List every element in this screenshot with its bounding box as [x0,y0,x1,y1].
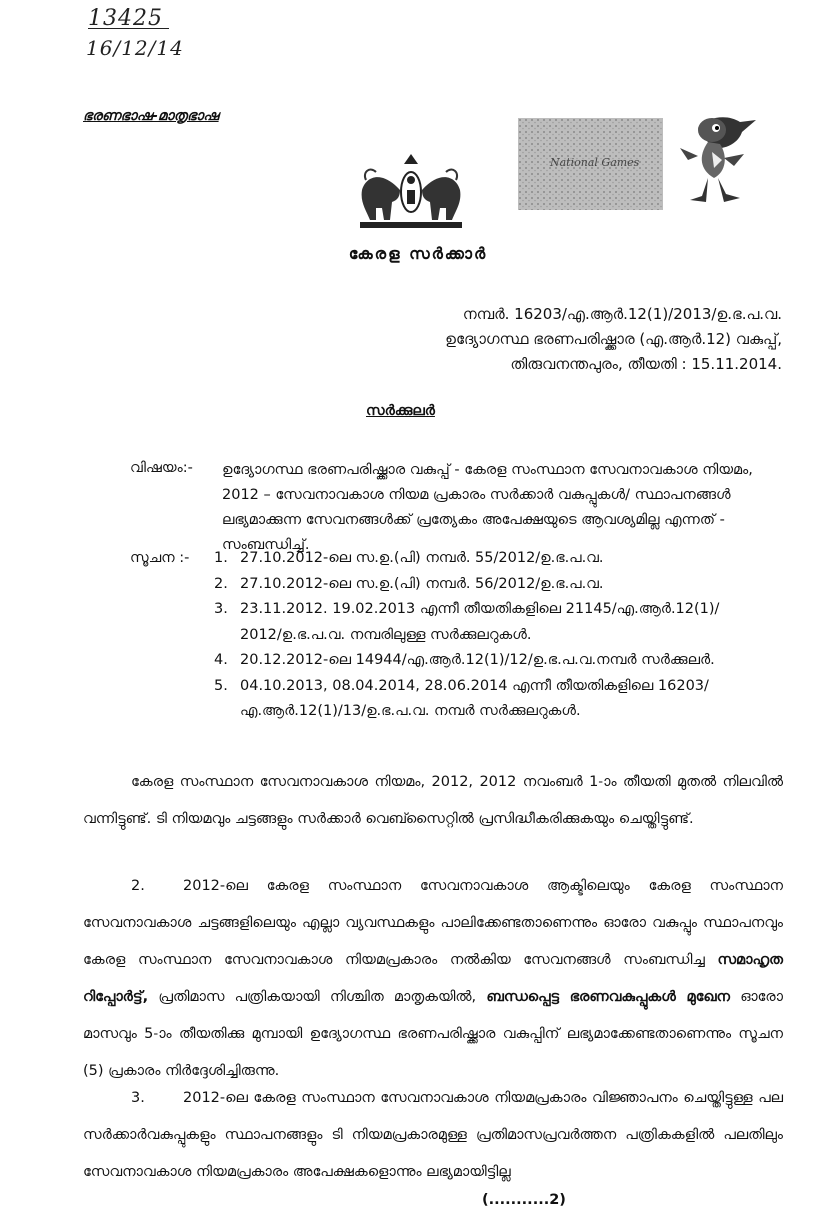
reference-item: 2. 27.10.2012-ലെ സ.ഉ.(പി) നമ്പർ. 56/2012/ഉ.ഭ.പ.വ. [214,575,604,592]
reference-item: 3. 23.11.2012. 19.02.2013 എന്നീ തീയതികളിലെ 21145/എ.ആർ.12(1)/ [214,601,720,617]
bold-phrase: ബന്ധപ്പെട്ട ഭരണവകുപ്പുകൾ മുഖേന [486,989,730,1005]
page-continuation: (...........2) [482,1192,566,1208]
order-number: നമ്പർ. 16203/എ.ആർ.12(1)/2013/ഉ.ഭ.പ.വ. [462,305,782,323]
reference-item: 1. 27.10.2012-ലെ സ.ഉ.(പി) നമ്പർ. 55/2012/ഉ.ഭ.പ.വ. [214,550,604,566]
paragraph-number: 3. [131,1090,145,1106]
paragraph-1: കേരള സംസ്ഥാന സേവനാവകാശ നിയമം, 2012, 2012 നവംബർ 1-ാം തീയതി മുതൽ നിലവിൽ വന്നിട്ടുണ്ട്. ടി നിയമവും ചട്ടങ്ങളും സർക്കാർ വെബ്സൈറ്റിൽ പ്രസിദ്ധീകരിക്കുകയും ചെയ്തിട്ടുണ്ട്. [83,774,783,827]
subject-text: ഉദ്യോഗസ്ഥ ഭരണപരിഷ്ക്കാര വകുപ്പ് - കേരള സംസ്ഥാന സേവനാവകാശ നിയമം, 2012 – സേവനാവകാശ നിയമ പ്രകാരം സർക്കാർ വകുപ്പുകൾ/ സ്ഥാപനങ്ങൾ ലഭ്യമാക്കുന്ന സേവനങ്ങൾക്ക് പ്രത്യേകം അപേക്ഷയുടെ ആവശ്യമില്ല എന്നത് - സംബന്ധിച്ച്. [222,462,753,553]
department-name: ഉദ്യോഗസ്ഥ ഭരണപരിഷ്ക്കാര (എ.ആർ.12) വകുപ്പ്, [445,330,782,348]
bold-phrase: സമാഹൃത റിപ്പോർട്ട്, [83,952,784,1005]
official-language-tagline: ഭരണഭാഷ-മാതൃഭാഷ [83,108,219,124]
reference-item: 4. 20.12.2012-ലെ 14944/എ.ആർ.12(1)/12/ഉ.ഭ.പ.വ.നമ്പർ സർക്കുലർ. [214,652,715,668]
reference-item-continued: എ.ആർ.12(1)/13/ഉ.ഭ.പ.വ. നമ്പർ സർക്കുലറുകൾ. [240,703,581,719]
references-list [214,546,784,725]
national-games-logo [518,118,663,210]
circular-heading: സർക്കുലർ [366,403,435,419]
hornbill-mascot-icon [668,108,760,208]
place-date: തിരുവനന്തപുരം, തീയതി : 15.11.2014. [510,355,782,373]
kerala-emblem-icon [352,150,470,236]
handwritten-number: 13425 [88,6,163,31]
logo-text: National Games [550,156,640,169]
paragraph-number: 2. [131,878,145,894]
government-title: കേരള സർക്കാർ [348,244,488,263]
reference-item: 5. 04.10.2013, 08.04.2014, 28.06.2014 എന്നീ തീയതികളിലെ 16203/ [214,677,709,694]
handwritten-date: 16/12/14 [86,36,184,60]
paragraph-3: 3. 2012-ലെ കേരള സംസ്ഥാന സേവനാവകാശ നിയമപ്രകാരം വിജ്ഞാപനം ചെയ്തിട്ടുള്ള പല സർക്കാർവകുപ്പുകളും സ്ഥാപനങ്ങളും ടി നിയമപ്രകാരമുള്ള പ്രതിമാസപ്രവർത്തന പത്രികകളിൽ പലതിലും സേവനാവകാശ നിയമപ്രകാരം അപേക്ഷകളൊന്നും ലഭ്യമായിട്ടില്ല [83,1080,783,1191]
reference-item-continued: 2012/ഉ.ഭ.പ.വ. നമ്പരിലുള്ള സർക്കുലറുകൾ. [240,626,532,643]
subject-label: വിഷയം:- [130,460,193,476]
reference-block [380,302,782,377]
paragraph-2: 2. 2012-ലെ കേരള സംസ്ഥാന സേവനാവകാശ ആക്ടിലെയും കേരള സംസ്ഥാന സേവനാവകാശ ചട്ടങ്ങളിലെയും എല്ലാ വ്യവസ്ഥകളും പാലിക്കേണ്ടതാണെന്നും ഓരോ വകുപ്പും സ്ഥാപനവും കേരള സംസ്ഥാന സേവനാവകാശ നിയമപ്രകാരം നൽകിയ സേവനങ്ങൾ സംബന്ധിച്ച സമാഹൃത റിപ്പോർട്ട്, പ്രതിമാസ പത്രികയായി നിശ്ചിത മാതൃകയിൽ, ബന്ധപ്പെട്ട ഭരണവകുപ്പുകൾ മുഖേന ഓരോ മാസവും 5-ാം തീയതിക്കു മുമ്പായി ഉദ്യോഗസ്ഥ ഭരണപരിഷ്ക്കാര വകുപ്പിന് ലഭ്യമാക്കേണ്ടതാണെന്നും സൂചന (5) പ്രകാരം നിർദ്ദേശിച്ചിരുന്നു. [83,868,783,1090]
references-label: സൂചന :- [130,550,190,566]
